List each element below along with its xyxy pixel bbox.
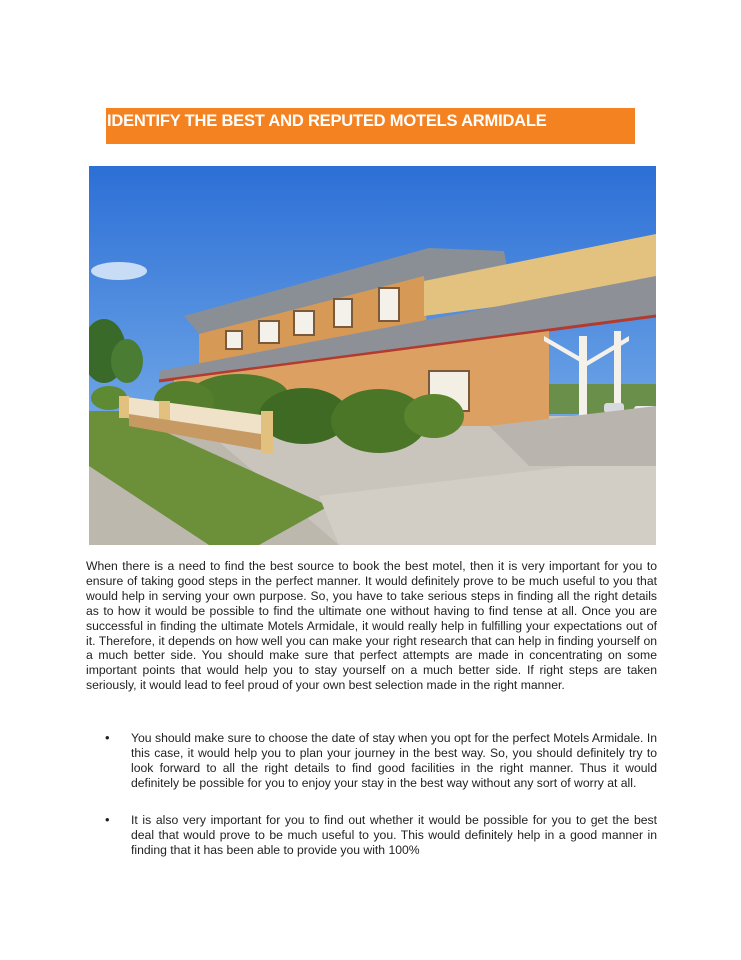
motel-photo [89, 166, 656, 545]
title-banner [106, 108, 635, 144]
bullet-text: It is also very important for you to find out whether it would be possible for you to get the best deal that would prove to be much useful to you. This would definitely help in a good manner in finding that it has been able to provide you with 100% [131, 813, 657, 857]
bullet-marker: • [105, 730, 110, 745]
bullet-text: You should make sure to choose the date of stay when you opt for the perfect Motels Armidale. In this case, it would help you to plan your journey in the best way. So, you should definitely try to look forward to all the right details to find good facilities in the right manner. Thus it would definitely be possible for you to enjoy your stay in the best way without any sort of worry at all. [131, 731, 657, 790]
bullet-marker: • [105, 812, 110, 827]
intro-paragraph [86, 559, 657, 693]
paragraph-text: When there is a need to find the best source to book the best motel, then it is very important for you to ensure of taking good steps in the perfect manner. It would definitely prove to be much useful to you that would help in serving your own purpose. So, you have to take serious steps in finding all the right details as to how it would be possible to find the ultimate one without having to find tense at all. Once you are successful in finding the ultimate Motels Armidale, it would really help in fulfilling your expectations out of it. Therefore, it depends on how well you can make your right research that can help in finding yourself on a much better side. You should make sure that perfect attempts are made in concentrating on some important points that would help you to stay yourself on a much better side. If right steps are taken seriously, it would lead to feel proud of your own best selection made in the right manner. [86, 559, 657, 693]
page-title: IDENTIFY THE BEST AND REPUTED MOTELS ARMIDALE [107, 112, 547, 130]
